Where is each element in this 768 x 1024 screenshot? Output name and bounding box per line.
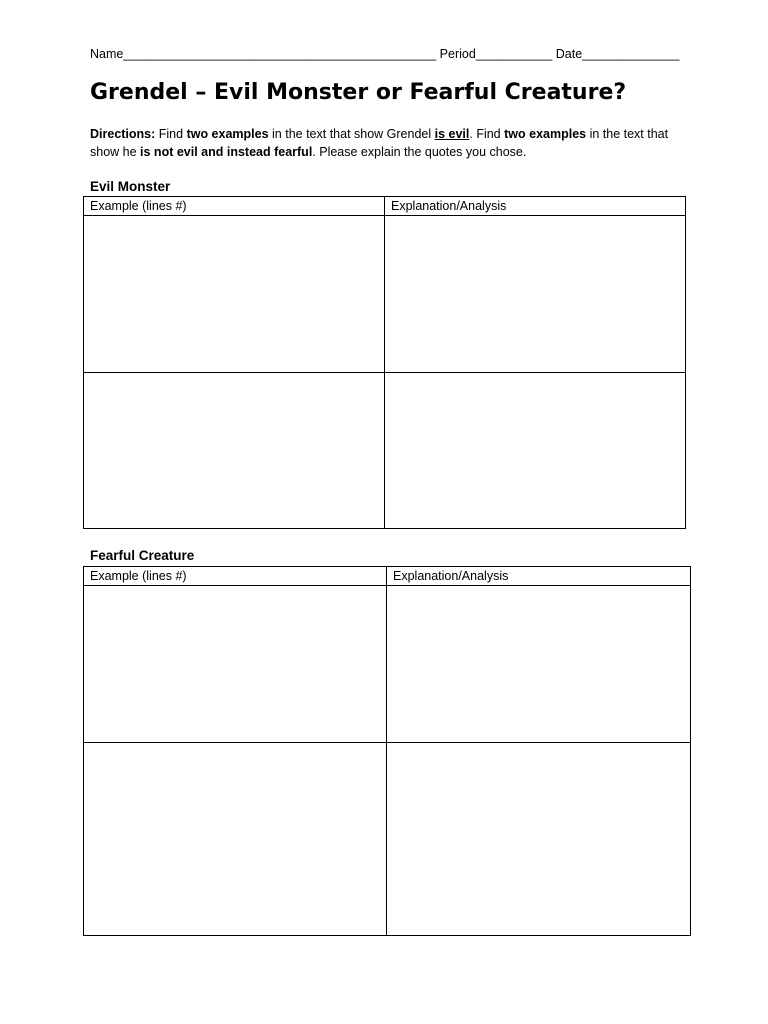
- example-column-header: Example (lines #): [84, 567, 387, 586]
- example-cell[interactable]: [84, 216, 385, 373]
- table-row: [84, 373, 686, 529]
- explanation-cell[interactable]: [385, 216, 686, 373]
- directions-text: in the text that show Grendel: [268, 127, 435, 141]
- example-column-header: Example (lines #): [84, 197, 385, 216]
- period-label: Period: [439, 47, 476, 61]
- date-label: Date: [555, 47, 583, 61]
- directions-emphasis: two examples: [186, 127, 269, 141]
- fearful-creature-section-title: Fearful Creature: [90, 548, 195, 563]
- explanation-cell[interactable]: [385, 373, 686, 529]
- directions-paragraph: [90, 125, 690, 161]
- evil-monster-section-title: Evil Monster: [90, 179, 171, 194]
- directions-text: . Please explain the quotes you chose.: [312, 145, 527, 159]
- explanation-cell[interactable]: [387, 586, 691, 743]
- table-header-row: [84, 567, 691, 586]
- directions-label: Directions:: [90, 127, 156, 141]
- table-header-row: [84, 197, 686, 216]
- example-cell[interactable]: [84, 586, 387, 743]
- table-row: [84, 216, 686, 373]
- page-title: Grendel – Evil Monster or Fearful Creature?: [90, 80, 627, 105]
- explanation-column-header: Explanation/Analysis: [387, 567, 691, 586]
- explanation-column-header: Explanation/Analysis: [385, 197, 686, 216]
- fearful-creature-table: [83, 566, 691, 936]
- directions-emphasis: two examples: [504, 127, 587, 141]
- date-blank[interactable]: ______________: [582, 47, 680, 61]
- example-cell[interactable]: [84, 373, 385, 529]
- directions-emphasis: is evil: [434, 127, 470, 141]
- directions-text: . Find: [469, 127, 505, 141]
- directions-text: Find: [155, 127, 187, 141]
- directions-emphasis: is not evil and instead fearful: [140, 145, 313, 159]
- explanation-cell[interactable]: [387, 743, 691, 936]
- student-info-line: [90, 47, 680, 61]
- evil-monster-table: [83, 196, 686, 529]
- name-blank[interactable]: _____________________________________________: [123, 47, 437, 61]
- period-blank[interactable]: ___________: [475, 47, 553, 61]
- table-row: [84, 586, 691, 743]
- directions-text: in the text that show he: [90, 127, 669, 159]
- table-row: [84, 743, 691, 936]
- example-cell[interactable]: [84, 743, 387, 936]
- name-label: Name: [90, 47, 124, 61]
